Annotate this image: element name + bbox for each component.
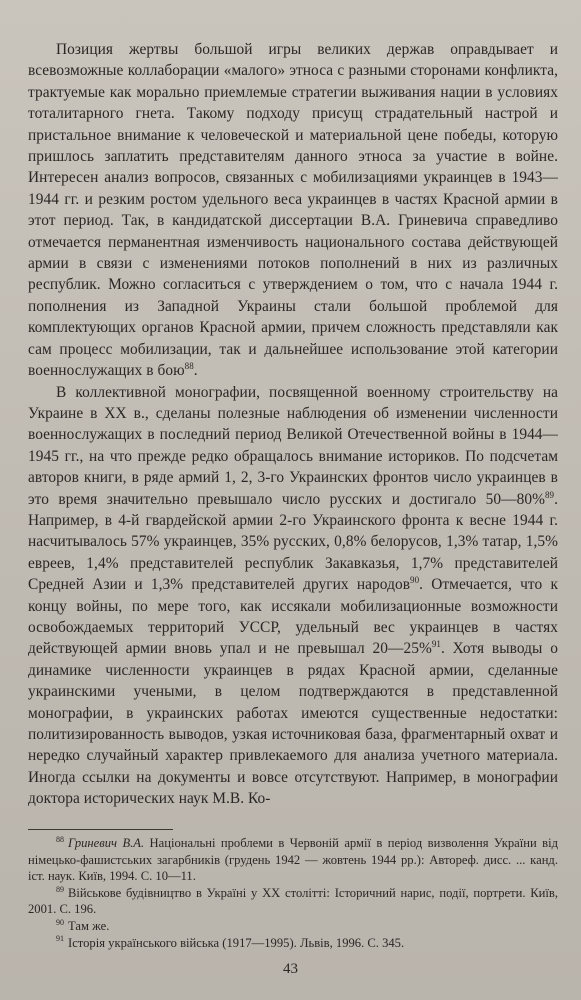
footnote — [28, 935, 558, 952]
footnote — [28, 835, 558, 885]
body-text — [28, 39, 558, 810]
footnote-author: Гриневич В.А. — [68, 836, 145, 850]
footnote-ref: 91 — [431, 639, 441, 650]
paragraph — [28, 382, 558, 810]
footnotes — [28, 835, 558, 951]
footnote-text: Військове будівництво в Україні у XX столітті: Історичний нарис, події, портрети. Київ, 2001. С. 196. — [28, 885, 558, 917]
paragraph-text: . Хотя выводы о динамике численности украинцев в рядах Красной армии, сделанные украинскими учеными, в целом подтверждаются в представленной монографии, в украинских работах имеются существенные недостатки: политизированность выводов, узкая источниковая база, фрагментарный охват и нередко случайный характер привлекаемого для анализа учетного материала. Иногда ссылки на документы и вовсе отсутствуют. Например, в монографии доктора исторических наук М.В. Ко- — [28, 640, 558, 808]
footnote-text: Там же. — [68, 918, 110, 933]
paragraph — [28, 39, 558, 382]
footnote-separator — [28, 829, 173, 830]
paragraph-text: . — [193, 362, 198, 380]
footnote-ref: 89 — [544, 489, 555, 500]
footnote — [28, 885, 558, 918]
footnote-number: 90 — [56, 917, 64, 927]
paragraph-text: В коллективной монографии, посвященной военному строительству на Украине в XX в., сделаны полезные наблюдения об изменении численности военнослужащих в последний период Великой Отечественной войны в 1944—1945 гг., на что прежде редко обращалось внимание историков. По подсчетам авторов книги, в ряде армий 1, 2, 3-го Украинских фронтов число украинцев в это время значительно превышало число русских и достигало 50—80% — [28, 383, 558, 508]
footnote-number: 88 — [56, 834, 64, 844]
paragraph-text: Позиция жертвы большой игры великих держав оправдывает и всевозможные коллаборации «малого» этноса с разными сторонами конфликта, трактуемые как морально приемлемые стратегии выживания нации в условиях тоталитарного гнета. Такому подходу присущ страдательный настрой и пристальное внимание к человеческой и материальной цене победы, которую пришлось заплатить представителям данного этноса за участие в войне. Интересен анализ вопросов, связанных с мобилизациями украинцев в 1943—1944 гг. и резким ростом удельного веса украинцев в частях Красной армии в этот период. Так, в кандидатской диссертации В.А. Гриневича справедливо отмечается перманентная изменчивость национального состава действующей армии в связи с изменениями потоков пополнений в них из различных республик. Можно согласиться с утверждением о том, что с начала 1944 г. пополнения из Западной Украины стали большой проблемой для комплектующих органов Красной армии, причем сложность представляли как сам процесс мобилизации, так и дальнейшее использование этой категории военнослужащих в бою — [28, 41, 558, 380]
footnote-number: 89 — [56, 884, 64, 894]
footnote-number: 91 — [56, 934, 64, 944]
footnote-ref: 90 — [410, 575, 420, 586]
paragraph-text: . Отмечается, что к концу войны, по мере того, как иссякали мобилизационные возможности освобождаемых территорий УССР, удельный вес украинцев в частях действующей армии вновь упал и не превышал 20—25% — [28, 576, 558, 658]
footnote-ref: 88 — [184, 360, 194, 371]
footnote — [28, 918, 558, 935]
footnote-text: Історія українського війська (1917—1995). Львів, 1996. С. 345. — [68, 935, 405, 950]
paragraph-text: . Например, в 4-й гвардейской армии 2-го Украинского фронта к весне 1944 г. насчитывалось 57% украинцев, 35% русских, 0,8% белорусов, 1,3% татар, 1,5% евреев, 1,4% представителей республик Закавказья, 1,7% представителей Средней Азии и 1,3% представителей других народов — [28, 490, 558, 594]
footnote-text: Національні проблеми в Червоній армії в період визволення України від німецько-фашистських загарбників (грудень 1942 — жовтень 1944 рр.): Автореф. дисс. ... канд. іст. наук. Київ, 1994. С. 10—11. — [28, 836, 558, 884]
page-number: 43 — [283, 961, 298, 977]
